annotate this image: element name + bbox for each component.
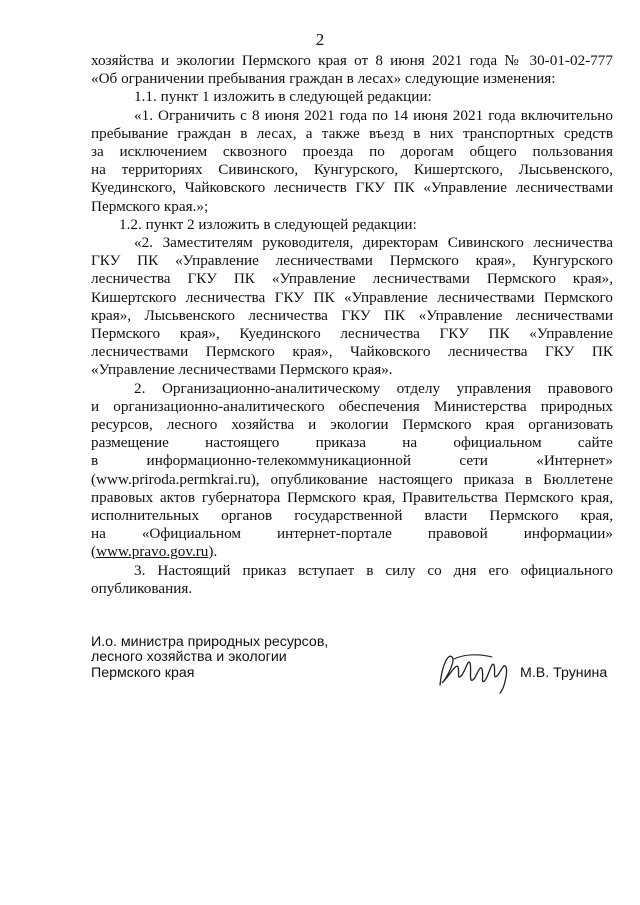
text-line: Пермского края», Куединского лесничества ГКУ ПК «Управление: [91, 325, 613, 343]
text-line: 1.2. пункт 2 изложить в следующей редакции:: [119, 215, 417, 233]
text-line: «Управление лесничествами Пермского края».: [91, 361, 393, 379]
text-line: опубликования.: [91, 579, 193, 597]
text-line: 2. Организационно-аналитическому отделу управления правового: [134, 379, 613, 397]
text-line: исполнительных органов государственной власти Пермского края,: [91, 507, 613, 525]
signatory-title-line: Пермского края: [91, 664, 195, 681]
text-line: и организационно-аналитического обеспечения Министерства природных: [91, 397, 613, 415]
text-line: правовых актов губернатора Пермского края, Правительства Пермского края,: [91, 488, 613, 506]
text-line: в информационно-телекоммуникационной сети «Интернет»: [91, 452, 613, 470]
signatory-title: [91, 635, 331, 681]
text-line: края», Лысьвенского лесничества ГКУ ПК «Управление лесничествами: [91, 306, 613, 324]
text-line: «2. Заместителям руководителя, директорам Сивинского лесничества: [134, 234, 613, 252]
text-line: 1.1. пункт 1 изложить в следующей редакции:: [134, 88, 432, 106]
signatory-title-line: лесного хозяйства и экологии: [91, 649, 287, 666]
text-line: лесничествами Пермского края», Чайковского лесничества ГКУ ПК: [91, 343, 613, 361]
text-line: хозяйства и экологии Пермского края от 8 июня 2021 года № 30-01-02-777: [91, 52, 613, 69]
text-line: Пермского края.»;: [91, 197, 209, 215]
text-line: 3. Настоящий приказ вступает в силу со дня его официального: [134, 561, 613, 579]
signatory-title-line: И.о. министра природных ресурсов,: [91, 634, 329, 650]
page-number: 2: [315, 30, 325, 49]
text-line: на «Официальном интернет-портале правовой информации»: [91, 525, 613, 543]
text-line: (www.priroda.permkrai.ru), опубликование настоящего приказа в Бюллетене: [91, 470, 613, 488]
text-line: Куединского, Чайковского лесничеств ГКУ ПК «Управление лесничествами: [91, 179, 613, 197]
signatory-name: М.В. Трунина: [520, 665, 608, 681]
paren-open: (: [91, 543, 97, 561]
pravo-gov-link[interactable]: www.pravo.gov.ru: [96, 543, 209, 561]
text-line: пребывание граждан в лесах, а также въезд в них транспортных средств: [91, 124, 613, 142]
document-body: [91, 52, 613, 598]
text-line: [91, 543, 613, 561]
text-line: ГКУ ПК «Управление лесничествами Пермского края», Кунгурского: [91, 252, 613, 270]
text-line: размещение настоящего приказа на официальном сайте: [91, 434, 613, 452]
text-line: ресурсов, лесного хозяйства и экологии Пермского края организовать: [91, 416, 613, 434]
text-line: «1. Ограничить с 8 июня 2021 года по 14 июня 2021 года включительно: [134, 106, 613, 124]
paren-close: ).: [208, 543, 218, 561]
text-line: лесничества ГКУ ПК «Управление лесничествами Пермского края»,: [91, 270, 613, 288]
text-line: на территориях Сивинского, Кунгурского, Кишертского, Лысьвенского,: [91, 161, 613, 179]
text-line: «Об ограничении пребывания граждан в лесах» следующие изменения:: [91, 70, 556, 88]
handwritten-signature: [432, 645, 514, 695]
text-line: Кишертского лесничества ГКУ ПК «Управление лесничествами Пермского: [91, 288, 613, 306]
text-line: за исключением сквозного проезда по дорогам общего пользования: [91, 143, 613, 161]
